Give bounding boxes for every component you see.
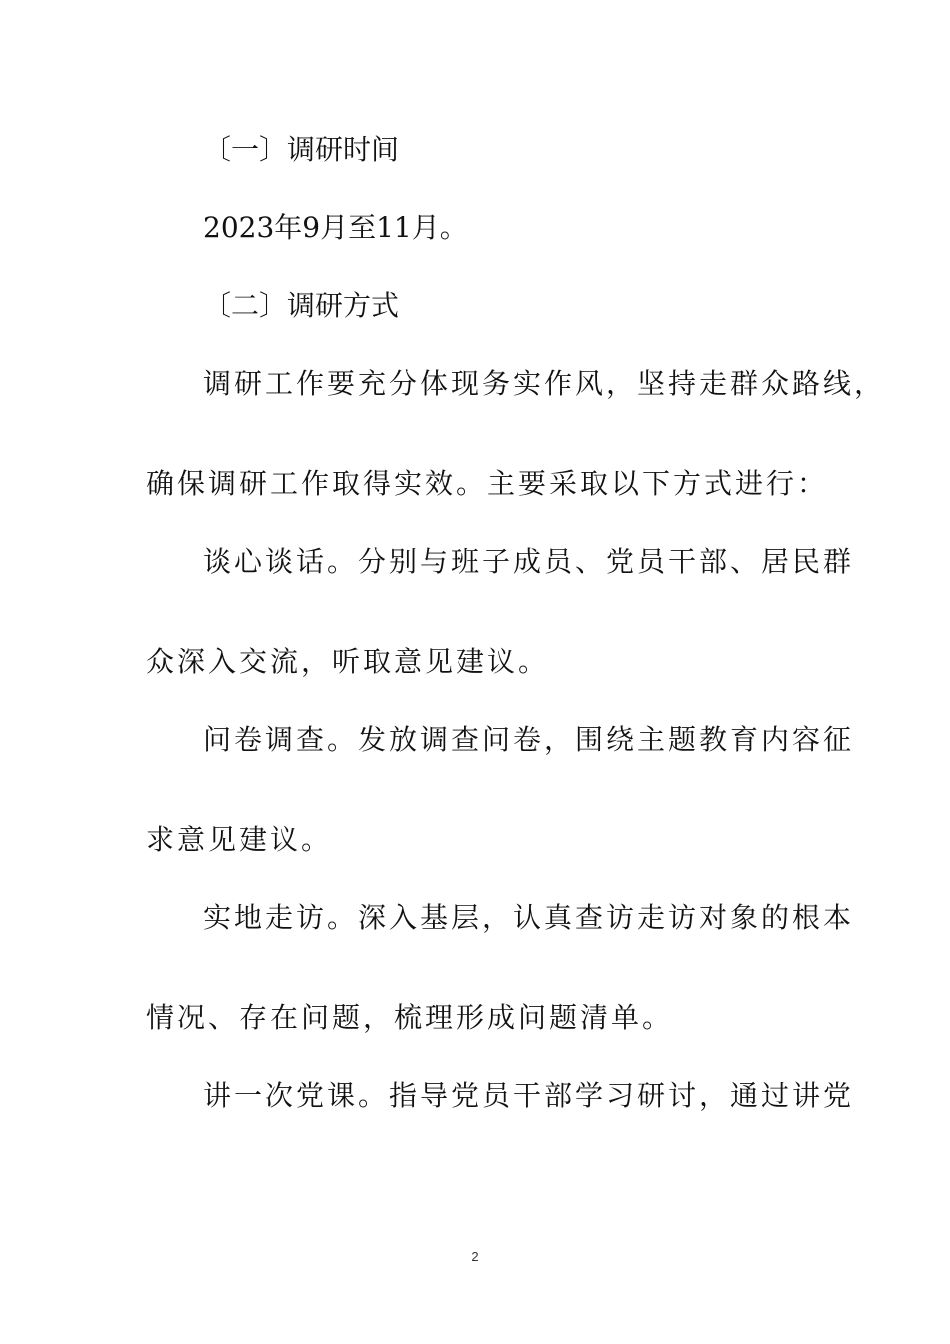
paragraph-line: 确保调研工作取得实效。主要采取以下方式进行： [146, 467, 829, 500]
section-heading-time: 〔一〕调研时间 [203, 133, 400, 166]
paragraph-line: 调研工作要充分体现务实作风，坚持走群众路线， [203, 367, 886, 400]
paragraph-line: 问卷调查。发放调查问卷，围绕主题教育内容征 [203, 723, 855, 756]
paragraph-line: 讲一次党课。指导党员干部学习研讨，通过讲党 [203, 1079, 855, 1112]
paragraph-line: 情况、存在问题，梳理形成问题清单。 [146, 1001, 674, 1034]
paragraph-line: 实地走访。深入基层，认真查访走访对象的根本 [203, 901, 855, 934]
section-heading-method: 〔二〕调研方式 [203, 289, 400, 322]
paragraph-line: 求意见建议。 [146, 823, 333, 856]
time-value: 2023年9月至11月。 [203, 211, 468, 244]
paragraph-line: 众深入交流，听取意见建议。 [146, 645, 550, 678]
paragraph-line: 谈心谈话。分别与班子成员、党员干部、居民群 [203, 545, 855, 578]
page-number: 2 [471, 1249, 479, 1264]
